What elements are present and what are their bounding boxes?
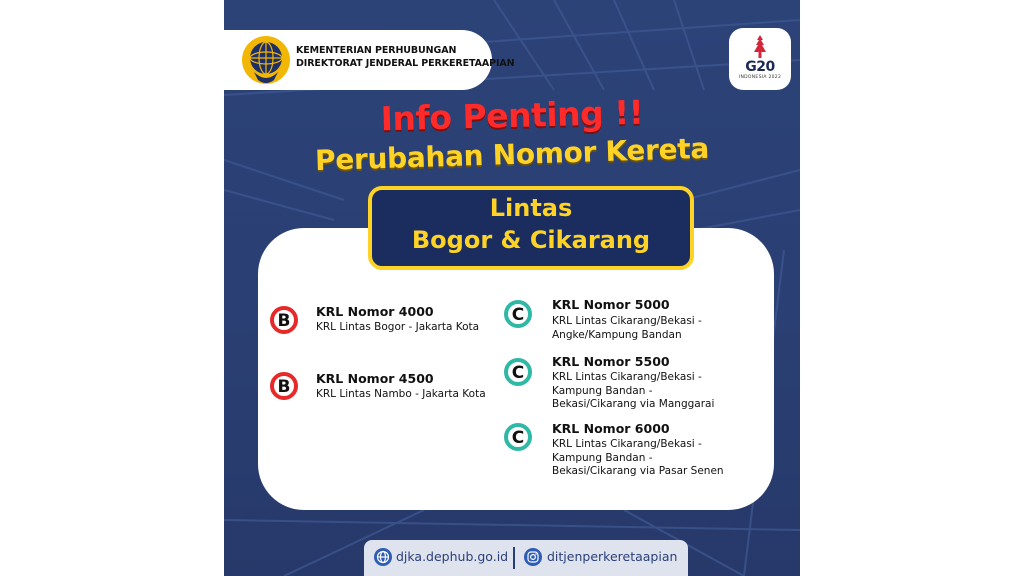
banner-line1: Lintas	[489, 194, 573, 222]
instagram-handle[interactable]: ditjenperkeretaapian	[547, 549, 678, 564]
globe-icon	[374, 548, 392, 566]
g20-text: G20	[745, 59, 775, 75]
line-c-badge: C	[504, 358, 532, 386]
g20-badge	[729, 28, 791, 90]
ministry-name: KEMENTERIAN PERHUBUNGAN	[296, 45, 457, 56]
item-desc: KRL Lintas Cikarang/Bekasi - Kampung Bandan - Bekasi/Cikarang via Pasar Senen	[552, 438, 724, 477]
banner-line2: Bogor & Cikarang	[411, 226, 651, 254]
item-title: KRL Nomor 5000	[552, 297, 670, 312]
g20-subtext: INDONESIA 2022	[738, 75, 782, 80]
line-c-badge: C	[504, 300, 532, 328]
item-desc: KRL Lintas Bogor - Jakarta Kota	[316, 321, 480, 333]
line-b-badge: B	[270, 306, 298, 334]
footer-divider	[513, 547, 515, 569]
headline-info-penting: Info Penting !!	[380, 92, 644, 139]
directorate-name: DIREKTORAT JENDERAL PERKERETAAPIAN	[296, 58, 515, 69]
poster	[224, 0, 800, 576]
ministry-logo-icon	[240, 34, 292, 86]
route-banner	[368, 186, 694, 270]
g20-logo-icon	[750, 34, 770, 60]
item-desc: KRL Lintas Cikarang/Bekasi - Angke/Kampung Bandan	[552, 315, 702, 341]
ministry-header	[224, 30, 515, 90]
item-title: KRL Nomor 6000	[552, 421, 670, 436]
line-b-badge: B	[270, 372, 298, 400]
item-desc: KRL Lintas Nambo - Jakarta Kota	[316, 388, 486, 400]
item-title: KRL Nomor 4500	[316, 371, 434, 386]
website-link[interactable]: djka.dephub.go.id	[396, 549, 509, 564]
info-card	[258, 228, 774, 510]
item-title: KRL Nomor 5500	[552, 354, 670, 369]
instagram-icon	[524, 548, 542, 566]
item-desc: KRL Lintas Cikarang/Bekasi - Kampung Bandan - Bekasi/Cikarang via Manggarai	[552, 371, 715, 410]
footer-bar	[364, 540, 688, 576]
line-c-badge: C	[504, 423, 532, 451]
headline-perubahan: Perubahan Nomor Kereta	[314, 131, 710, 178]
item-title: KRL Nomor 4000	[316, 304, 434, 319]
